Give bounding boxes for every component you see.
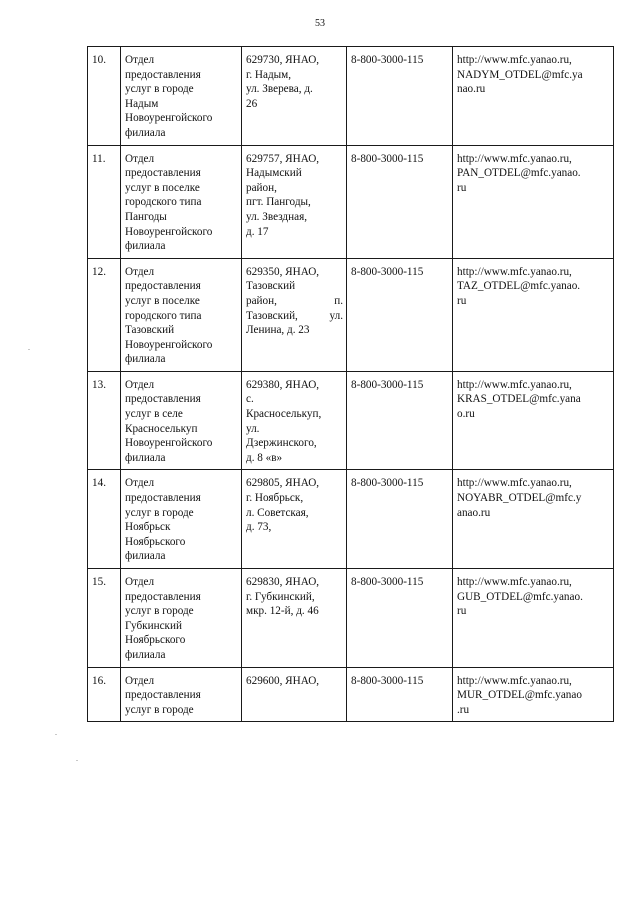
office-contacts [453, 667, 614, 722]
office-name [121, 371, 242, 470]
office-name-line: услуг в городе [125, 506, 194, 519]
office-phone: 8-800-3000-115 [347, 47, 453, 146]
office-address-line: Надымский [246, 167, 302, 180]
office-address [242, 569, 347, 668]
office-phone: 8-800-3000-115 [347, 371, 453, 470]
office-name-line: предоставления [125, 492, 201, 505]
office-name-line: филиала [125, 451, 166, 464]
office-contact-line: TAZ_OTDEL@mfc.yanao. [457, 280, 581, 293]
office-address-line: 629830, ЯНАО, [246, 576, 320, 588]
office-address-line: д. 8 «в» [246, 451, 283, 464]
office-address-line-part: район, [246, 294, 277, 307]
office-name-line: Тазовский [125, 324, 175, 337]
office-address-line: г. Ноябрьск, [246, 492, 304, 505]
office-name-line: услуг в городе [125, 605, 194, 618]
office-address-line: 26 [246, 97, 258, 110]
table-row [88, 569, 614, 668]
office-address-line: Ленина, д. 23 [246, 324, 310, 337]
office-address-line [246, 309, 343, 324]
office-address-line: 629805, ЯНАО, [246, 477, 320, 490]
office-address-line: г. Надым, [246, 68, 292, 81]
office-name-line: услуг в поселке [125, 294, 200, 307]
office-name-line: городского типа [125, 309, 202, 322]
office-name [121, 47, 242, 146]
office-contacts [453, 470, 614, 569]
row-number: 10. [88, 47, 121, 146]
table-row [88, 667, 614, 722]
office-address-line: район, [246, 181, 277, 194]
mfc-offices-table [87, 46, 614, 722]
office-name-line: предоставления [125, 590, 201, 603]
office-name-line: Губкинский [125, 619, 182, 632]
office-phone: 8-800-3000-115 [347, 470, 453, 569]
page-number: 53 [315, 18, 325, 29]
office-phone: 8-800-3000-115 [347, 258, 453, 371]
office-name-line: Пангоды [125, 210, 167, 223]
table-row [88, 470, 614, 569]
office-address-line [246, 294, 343, 309]
office-name-line: услуг в селе [125, 408, 183, 421]
office-name-line: Надым [125, 97, 159, 110]
row-number: 13. [88, 371, 121, 470]
office-contact-line: anao.ru [457, 506, 491, 519]
office-name-line: Новоуренгойского [125, 225, 213, 238]
office-address-line: пгт. Пангоды, [246, 196, 311, 209]
office-address-line: 629600, ЯНАО, [246, 674, 320, 687]
office-name-line: Ноябрьского [125, 535, 186, 548]
office-name-line: городского типа [125, 196, 202, 209]
office-phone: 8-800-3000-115 [347, 569, 453, 668]
office-name-line: Красноселькуп [125, 422, 198, 435]
office-contact-line: PAN_OTDEL@mfc.yanao. [457, 167, 581, 180]
office-address [242, 258, 347, 371]
office-phone: 8-800-3000-115 [347, 667, 453, 722]
office-contact-line: KRAS_OTDEL@mfc.yana [457, 393, 581, 406]
office-address-line: Дзержинского, [246, 437, 317, 450]
office-phone: 8-800-3000-115 [347, 145, 453, 258]
office-address-line: 629380, ЯНАО, [246, 378, 320, 391]
office-contact-line: http://www.mfc.yanao.ru, [457, 576, 572, 588]
office-contacts [453, 569, 614, 668]
office-contact-line: MUR_OTDEL@mfc.yanao [457, 689, 582, 702]
office-address-line: ул. Звездная, [246, 210, 308, 223]
table-row [88, 258, 614, 371]
office-address-line: мкр. 12-й, д. 46 [246, 605, 319, 618]
office-contact-line: NADYM_OTDEL@mfc.ya [457, 68, 583, 81]
row-number: 14. [88, 470, 121, 569]
office-contact-line: NOYABR_OTDEL@mfc.y [457, 492, 582, 505]
row-number: 11. [88, 145, 121, 258]
office-address-line: д. 17 [246, 225, 269, 238]
table-row [88, 145, 614, 258]
office-contacts [453, 371, 614, 470]
office-address-line: Тазовский [246, 280, 296, 293]
office-address-line: 629757, ЯНАО, [246, 152, 320, 165]
office-address-line: Красноселькуп, [246, 408, 322, 421]
office-name-line: Отдел [125, 152, 155, 165]
office-name-line: Ноябрьск [125, 521, 171, 534]
office-address [242, 145, 347, 258]
office-name-line: филиала [125, 550, 166, 563]
office-name-line: Отдел [125, 265, 155, 278]
office-name-line: предоставления [125, 68, 201, 81]
office-address [242, 47, 347, 146]
office-address-line-part: п. [334, 294, 343, 307]
office-contact-line: http://www.mfc.yanao.ru, [457, 378, 572, 391]
row-number: 12. [88, 258, 121, 371]
office-name-line: услуг в поселке [125, 181, 200, 194]
scan-speck [76, 760, 78, 761]
office-contact-line: http://www.mfc.yanao.ru, [457, 674, 572, 687]
office-name-line: Новоуренгойского [125, 437, 213, 450]
office-address-line: г. Губкинский, [246, 590, 315, 603]
office-name-line: услуг в городе [125, 83, 194, 96]
office-address-line: л. Советская, [246, 506, 309, 519]
office-address-line: 629730, ЯНАО, [246, 54, 320, 66]
office-address-line: д. 73, [246, 521, 272, 534]
office-name [121, 569, 242, 668]
office-contact-line: http://www.mfc.yanao.ru, [457, 477, 572, 490]
office-contacts [453, 258, 614, 371]
office-contact-line: ru [457, 605, 467, 618]
office-contact-line: o.ru [457, 408, 475, 421]
office-contact-line: ru [457, 181, 467, 194]
office-address-line: 629350, ЯНАО, [246, 265, 320, 278]
office-name-line: услуг в городе [125, 703, 194, 716]
office-name-line: Отдел [125, 477, 155, 490]
office-name [121, 470, 242, 569]
office-address-line: ул. [246, 422, 260, 435]
office-contacts [453, 47, 614, 146]
table-row [88, 371, 614, 470]
office-contact-line: http://www.mfc.yanao.ru, [457, 152, 572, 165]
office-contact-line: ru [457, 294, 467, 307]
office-name-line: филиала [125, 353, 166, 366]
office-address [242, 667, 347, 722]
office-address [242, 470, 347, 569]
office-name [121, 258, 242, 371]
row-number: 16. [88, 667, 121, 722]
office-address-line-part: Тазовский, [246, 309, 298, 322]
office-name [121, 145, 242, 258]
office-name-line: Отдел [125, 674, 155, 687]
office-address-line: с. [246, 393, 254, 406]
office-contact-line: .ru [457, 703, 470, 716]
table-body [88, 47, 614, 722]
office-contacts [453, 145, 614, 258]
office-name-line: филиала [125, 240, 166, 253]
office-address [242, 371, 347, 470]
office-name-line: Новоуренгойского [125, 338, 213, 351]
office-name-line: предоставления [125, 280, 201, 293]
scan-speck [28, 349, 30, 350]
office-name-line: предоставления [125, 689, 201, 702]
office-name-line: филиала [125, 126, 166, 139]
office-contact-line: nao.ru [457, 83, 486, 96]
office-contact-line: GUB_OTDEL@mfc.yanao. [457, 590, 583, 603]
office-name-line: Новоуренгойского [125, 112, 213, 125]
office-name-line: предоставления [125, 167, 201, 180]
office-name-line: филиала [125, 648, 166, 661]
office-name [121, 667, 242, 722]
scan-speck [55, 734, 57, 735]
office-name-line: Отдел [125, 378, 155, 391]
office-contact-line: http://www.mfc.yanao.ru, [457, 265, 572, 278]
office-address-line: ул. Зверева, д. [246, 83, 313, 96]
office-address-line-part: ул. [329, 309, 343, 322]
office-name-line: Отдел [125, 576, 155, 588]
table-row [88, 47, 614, 146]
row-number: 15. [88, 569, 121, 668]
office-name-line: Ноябрьского [125, 634, 186, 647]
office-name-line: предоставления [125, 393, 201, 406]
office-contact-line: http://www.mfc.yanao.ru, [457, 54, 572, 66]
office-name-line: Отдел [125, 54, 155, 66]
